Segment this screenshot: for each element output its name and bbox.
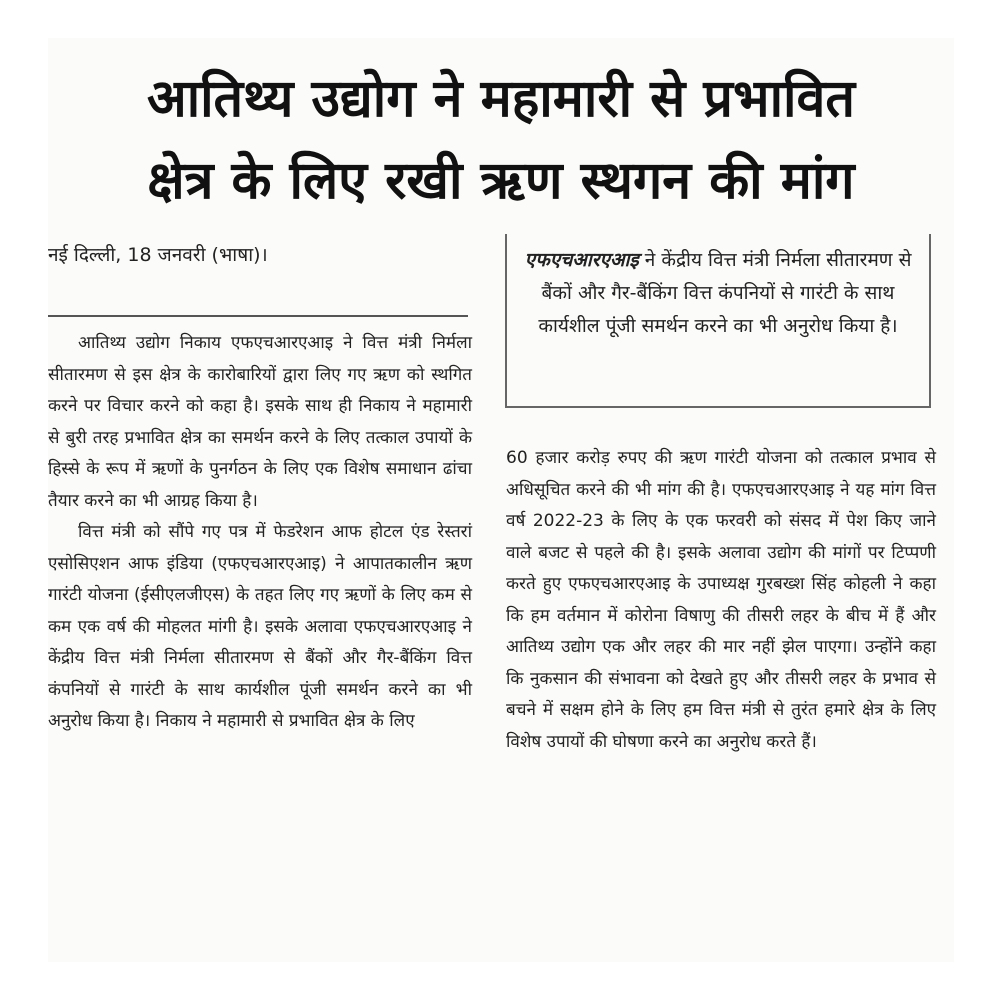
pull-quote-box xyxy=(505,234,931,408)
right-column xyxy=(506,443,936,758)
left-paragraph-2: वित्त मंत्री को सौंपे गए पत्र में फेडरेशन आफ होटल एंड रेस्तरां एसोसिएशन आफ इंडिया (एफएचआरएआइ) ने आपातकालीन ऋण गारंटी योजना (ईसीएलजीएस) के तहत लिए गए ऋणों के लिए कम से कम एक वर्ष की मोहलत मांगी है। इसके अलावा एफएचआरएआइ ने केंद्रीय वित्त मंत्री निर्मला सीतारमण से बैंकों और गैर-बैंकिंग वित्त कंपनियों से गारंटी के साथ कार्यशील पूंजी समर्थन करने का भी अनुरोध किया है। निकाय ने महामारी से प्रभावित क्षेत्र के लिए xyxy=(48,522,472,731)
left-paragraph-1: आतिथ्य उद्योग निकाय एफएचआरएआइ ने वित्त मंत्री निर्मला सीतारमण से इस क्षेत्र के कारोबारियों द्वारा लिए गए ऋण को स्थगित करने पर विचार करने को कहा है। इसके साथ ही निकाय ने महामारी से बुरी तरह प्रभावित क्षेत्र का समर्थन करने के लिए तत्काल उपायों के हिस्से के रूप में ऋणों के पुनर्गठन के लिए एक विशेष समाधान ढांचा तैयार करने का भी आग्रह किया है। xyxy=(48,333,472,511)
right-paragraph-1: 60 हजार करोड़ रुपए की ऋण गारंटी योजना को तत्काल प्रभाव से अधिसूचित करने की भी मांग की है। एफएचआरएआइ ने यह मांग वित्त वर्ष 2022-23 के लिए के एक फरवरी को संसद में पेश किए जाने वाले बजट से पहले की है। इसके अलावा उद्योग की मांगों पर टिप्पणी करते हुए एफएचआरएआइ के उपाध्यक्ष गुरबख्श सिंह कोहली ने कहा कि हम वर्तमान में कोरोना विषाणु की तीसरी लहर के बीच में हैं और आतिथ्य उद्योग एक और लहर की मार नहीं झेल पाएगा। उन्होंने कहा कि नुकसान की संभावना को देखते हुए और तीसरी लहर के प्रभाव से बचने में सक्षम होने के लिए हम वित्त मंत्री से तुरंत हमारे क्षेत्र के लिए विशेष उपायों की घोषणा करने का अनुरोध करते हैं। xyxy=(506,448,936,752)
pull-quote-organization: एफएचआरएआइ xyxy=(524,249,639,271)
headline xyxy=(48,58,954,222)
pull-quote-text: ने केंद्रीय वित्त मंत्री निर्मला सीतारमण से बैंकों और गैर-बैंकिंग वित्त कंपनियों से गारंटी के साथ कार्यशील पूंजी समर्थन करने का भी अनुरोध किया है। xyxy=(538,249,912,337)
column-divider-rule xyxy=(48,315,468,317)
left-column xyxy=(48,328,472,738)
newspaper-clipping xyxy=(48,38,954,962)
headline-line-2: क्षेत्र के लिए रखी ऋण स्थगन की मांग xyxy=(147,151,855,211)
headline-line-1: आतिथ्य उद्योग ने महामारी से प्रभावित xyxy=(146,69,856,129)
dateline: नई दिल्ली, 18 जनवरी (भाषा)। xyxy=(48,244,268,266)
